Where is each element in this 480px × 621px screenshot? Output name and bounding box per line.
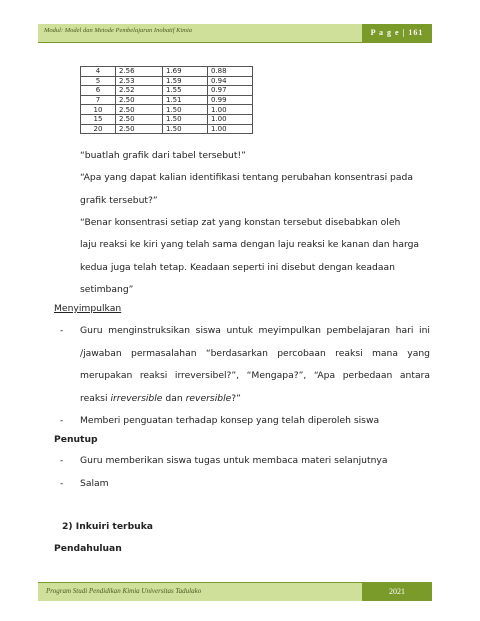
table-cell: 6 <box>81 86 116 96</box>
question-line-2: grafik tersebut?” <box>80 195 158 206</box>
table-cell: 2.50 <box>116 95 163 105</box>
table-cell: 15 <box>81 114 116 124</box>
table-cell: 1.00 <box>208 114 253 124</box>
page-header <box>38 24 432 43</box>
table-row <box>81 124 253 134</box>
table-row <box>81 67 253 77</box>
heading-penutup: Penutup <box>54 434 98 445</box>
table-cell: 1.55 <box>163 86 208 96</box>
table-cell: 10 <box>81 105 116 115</box>
bullet-dash: - <box>60 325 64 336</box>
table-row <box>81 105 253 115</box>
instruction-line: “buatlah grafik dari tabel tersebut!” <box>80 150 246 161</box>
table-cell: 2.52 <box>116 86 163 96</box>
bullet-2: Memberi penguatan terhadap konsep yang telah diperoleh siswa <box>80 415 380 426</box>
heading-inkuiri-terbuka: 2) Inkuiri terbuka <box>62 521 154 532</box>
bullet-dash: - <box>60 455 64 466</box>
table-cell: 1.59 <box>163 76 208 86</box>
page-footer <box>38 582 432 601</box>
bullet-dash: - <box>60 478 64 489</box>
table-cell: 1.50 <box>163 105 208 115</box>
table-cell: 2.50 <box>116 124 163 134</box>
table-cell: 0.94 <box>208 76 253 86</box>
bullet-4: Salam <box>80 478 109 489</box>
bullet-1-line-3: merupakan reaksi irreversibel?”, “Mengapa?”, “Apa perbedaan antara <box>80 370 430 381</box>
bullet-3: Guru memberikan siswa tugas untuk membaca materi selanjutnya <box>80 455 388 466</box>
table-cell: 1.51 <box>163 95 208 105</box>
table-cell: 1.69 <box>163 67 208 77</box>
explanation-line-4: setimbang” <box>80 284 134 295</box>
table-cell: 1.00 <box>208 105 253 115</box>
table-cell: 7 <box>81 95 116 105</box>
text-irreversible: irreversible <box>110 393 163 404</box>
table-cell: 2.50 <box>116 105 163 115</box>
table-cell: 20 <box>81 124 116 134</box>
text-dan: dan <box>162 393 186 404</box>
table-cell: 5 <box>81 76 116 86</box>
text-close-quote: ?” <box>231 393 241 404</box>
concentration-table <box>80 66 253 134</box>
table-row <box>81 95 253 105</box>
table-cell: 2.56 <box>116 67 163 77</box>
table-cell: 0.99 <box>208 95 253 105</box>
heading-pendahuluan: Pendahuluan <box>54 543 122 554</box>
heading-menyimpulkan: Menyimpulkan <box>54 303 122 314</box>
bullet-1-line-4 <box>80 393 241 404</box>
table-cell: 0.88 <box>208 67 253 77</box>
table-cell: 2.53 <box>116 76 163 86</box>
text-reversible: reversible <box>185 393 232 404</box>
question-line-1: “Apa yang dapat kalian identifikasi tentang perubahan konsentrasi pada <box>80 172 413 183</box>
text-reaksi: reaksi <box>80 393 111 404</box>
explanation-line-2: laju reaksi ke kiri yang telah sama dengan laju reaksi ke kanan dan harga <box>80 239 420 250</box>
page-number: P a g e | 161 <box>362 24 432 42</box>
table-cell: 4 <box>81 67 116 77</box>
explanation-line-1: “Benar konsentrasi setiap zat yang konstan tersebut disebabkan oleh <box>80 217 401 228</box>
table-row <box>81 76 253 86</box>
footer-text: Program Studi Pendidikan Kimia Universitas Tadulako <box>46 587 202 595</box>
table-cell: 1.50 <box>163 124 208 134</box>
table-cell: 1.50 <box>163 114 208 124</box>
table-cell: 0.97 <box>208 86 253 96</box>
table-cell: 1.00 <box>208 124 253 134</box>
table-row <box>81 114 253 124</box>
bullet-1-line-2: /jawaban permasalahan “berdasarkan percobaan reaksi mana yang <box>80 348 430 359</box>
bullet-dash: - <box>60 415 64 426</box>
table-row <box>81 86 253 96</box>
footer-year: 2021 <box>362 583 432 601</box>
explanation-line-3: kedua juga telah tetap. Keadaan seperti ini disebut dengan keadaan <box>80 262 395 273</box>
header-title: Modul: Model dan Metode Pembelajaran Inobatif Kimia <box>44 27 193 34</box>
table-cell: 2.50 <box>116 114 163 124</box>
bullet-1-line-1: Guru menginstruksikan siswa untuk meyimpulkan pembelajaran hari ini <box>80 325 430 336</box>
